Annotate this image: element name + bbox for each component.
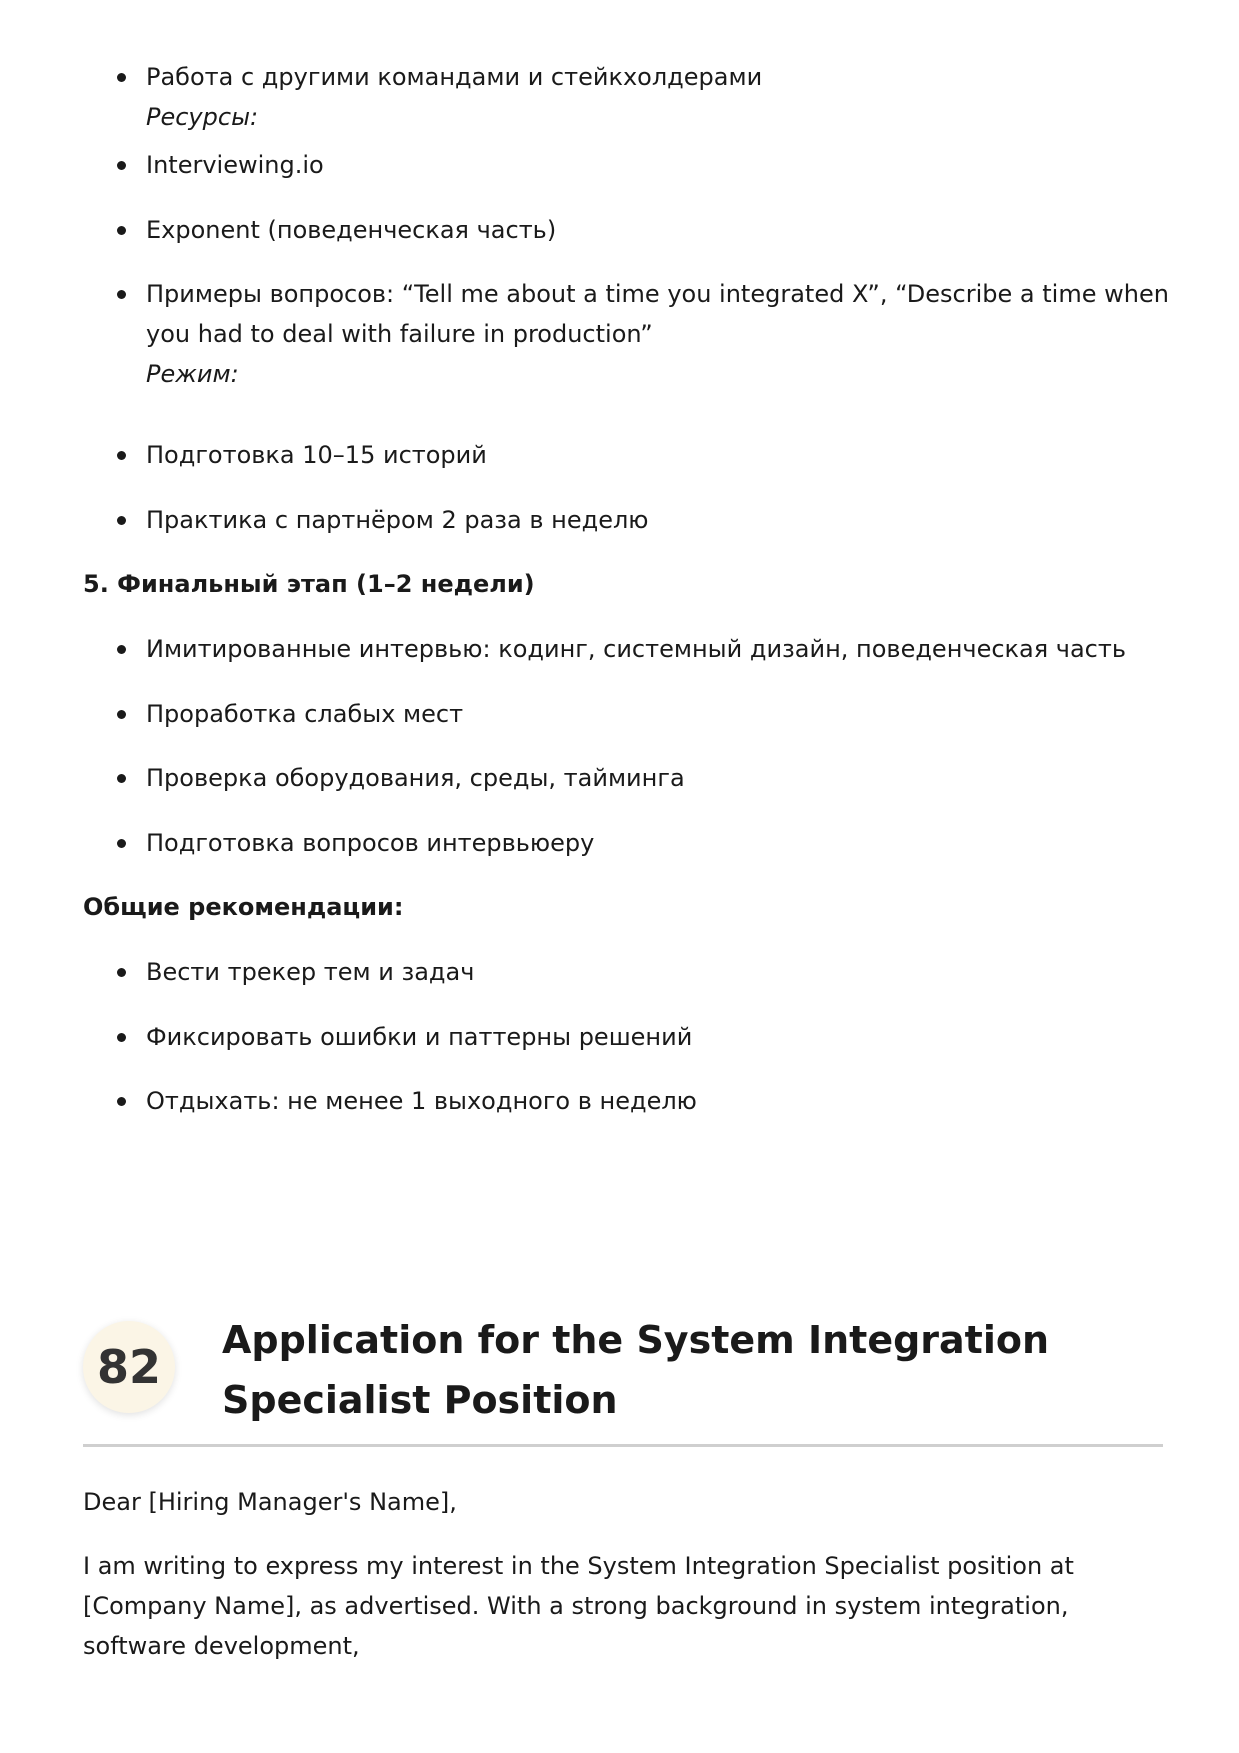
bullet-icon <box>117 73 126 82</box>
general-list <box>83 952 1163 992</box>
list-item-text: Практика с партнёром 2 раза в неделю <box>146 506 649 534</box>
bullet-icon <box>117 774 126 783</box>
list-item-text: Exponent (поведенческая часть) <box>146 216 557 244</box>
letter-greeting: Dear [Hiring Manager's Name], <box>83 1488 457 1516</box>
bullet-icon <box>117 1097 126 1106</box>
list-item-subtext: Ресурсы: <box>146 103 259 131</box>
resources-list <box>83 57 1163 137</box>
list-item <box>83 1017 1163 1057</box>
resources-list-2 <box>83 145 1163 185</box>
list-item <box>83 435 1163 475</box>
resources-list-3 <box>83 210 1163 250</box>
list-item-text: Подготовка 10–15 историй <box>146 441 487 469</box>
list-item <box>83 952 1163 992</box>
bullet-icon <box>117 161 126 170</box>
list-item-text: Примеры вопросов: “Tell me about a time you integrated X”, “Describe a time when you had to deal with failure in production” <box>146 280 1169 348</box>
list-item <box>83 210 1163 250</box>
list-item-text: Имитированные интервью: кодинг, системный дизайн, поведенческая часть <box>146 635 1127 663</box>
letter-paragraph: I am writing to express my interest in the System Integration Specialist position at [Company Name], as advertised. With a strong background in system integration, software development, <box>83 1552 1074 1660</box>
final-stage-heading: 5. Финальный этап (1–2 недели) <box>83 570 535 598</box>
list-item <box>83 823 1163 863</box>
list-item-text: Проверка оборудования, среды, тайминга <box>146 764 685 792</box>
bullet-icon <box>117 516 126 525</box>
list-item <box>83 1081 1163 1121</box>
final-stage-list-3 <box>83 758 1163 798</box>
general-list-3 <box>83 1081 1163 1121</box>
bullet-icon <box>117 451 126 460</box>
final-stage-list-4 <box>83 823 1163 863</box>
final-stage-list <box>83 629 1163 669</box>
bullet-icon <box>117 226 126 235</box>
list-item <box>83 145 1163 185</box>
list-item <box>83 57 1163 137</box>
letter-body <box>83 1482 1143 1666</box>
list-item <box>83 274 1206 394</box>
bullet-icon <box>117 839 126 848</box>
section-title: Application for the System Integration Specialist Position <box>222 1318 1050 1422</box>
list-item <box>83 629 1163 669</box>
section-header <box>83 1306 1163 1447</box>
general-list-2 <box>83 1017 1163 1057</box>
list-item-text: Отдыхать: не менее 1 выходного в неделю <box>146 1087 697 1115</box>
list-item-text: Вести трекер тем и задач <box>146 958 475 986</box>
list-item-text: Проработка слабых мест <box>146 700 464 728</box>
list-item-text: Interviewing.io <box>146 151 324 179</box>
section-number-badge: 82 <box>83 1321 175 1413</box>
list-item <box>83 758 1163 798</box>
list-item-subtext: Режим: <box>146 360 239 388</box>
list-item-text: Фиксировать ошибки и паттерны решений <box>146 1023 693 1051</box>
general-heading: Общие рекомендации: <box>83 893 404 921</box>
bullet-icon <box>117 290 126 299</box>
bullet-icon <box>117 645 126 654</box>
bullet-icon <box>117 968 126 977</box>
list-item <box>83 694 1163 734</box>
resources-list-5 <box>83 435 1163 475</box>
list-item-text: Работа с другими командами и стейкхолдерами <box>146 63 763 91</box>
resources-list-4 <box>83 274 1169 394</box>
bullet-icon <box>117 710 126 719</box>
list-item-text: Подготовка вопросов интервьюеру <box>146 829 595 857</box>
list-item <box>83 500 1163 540</box>
resources-list-6 <box>83 500 1163 540</box>
final-stage-list-2 <box>83 694 1163 734</box>
bullet-icon <box>117 1033 126 1042</box>
